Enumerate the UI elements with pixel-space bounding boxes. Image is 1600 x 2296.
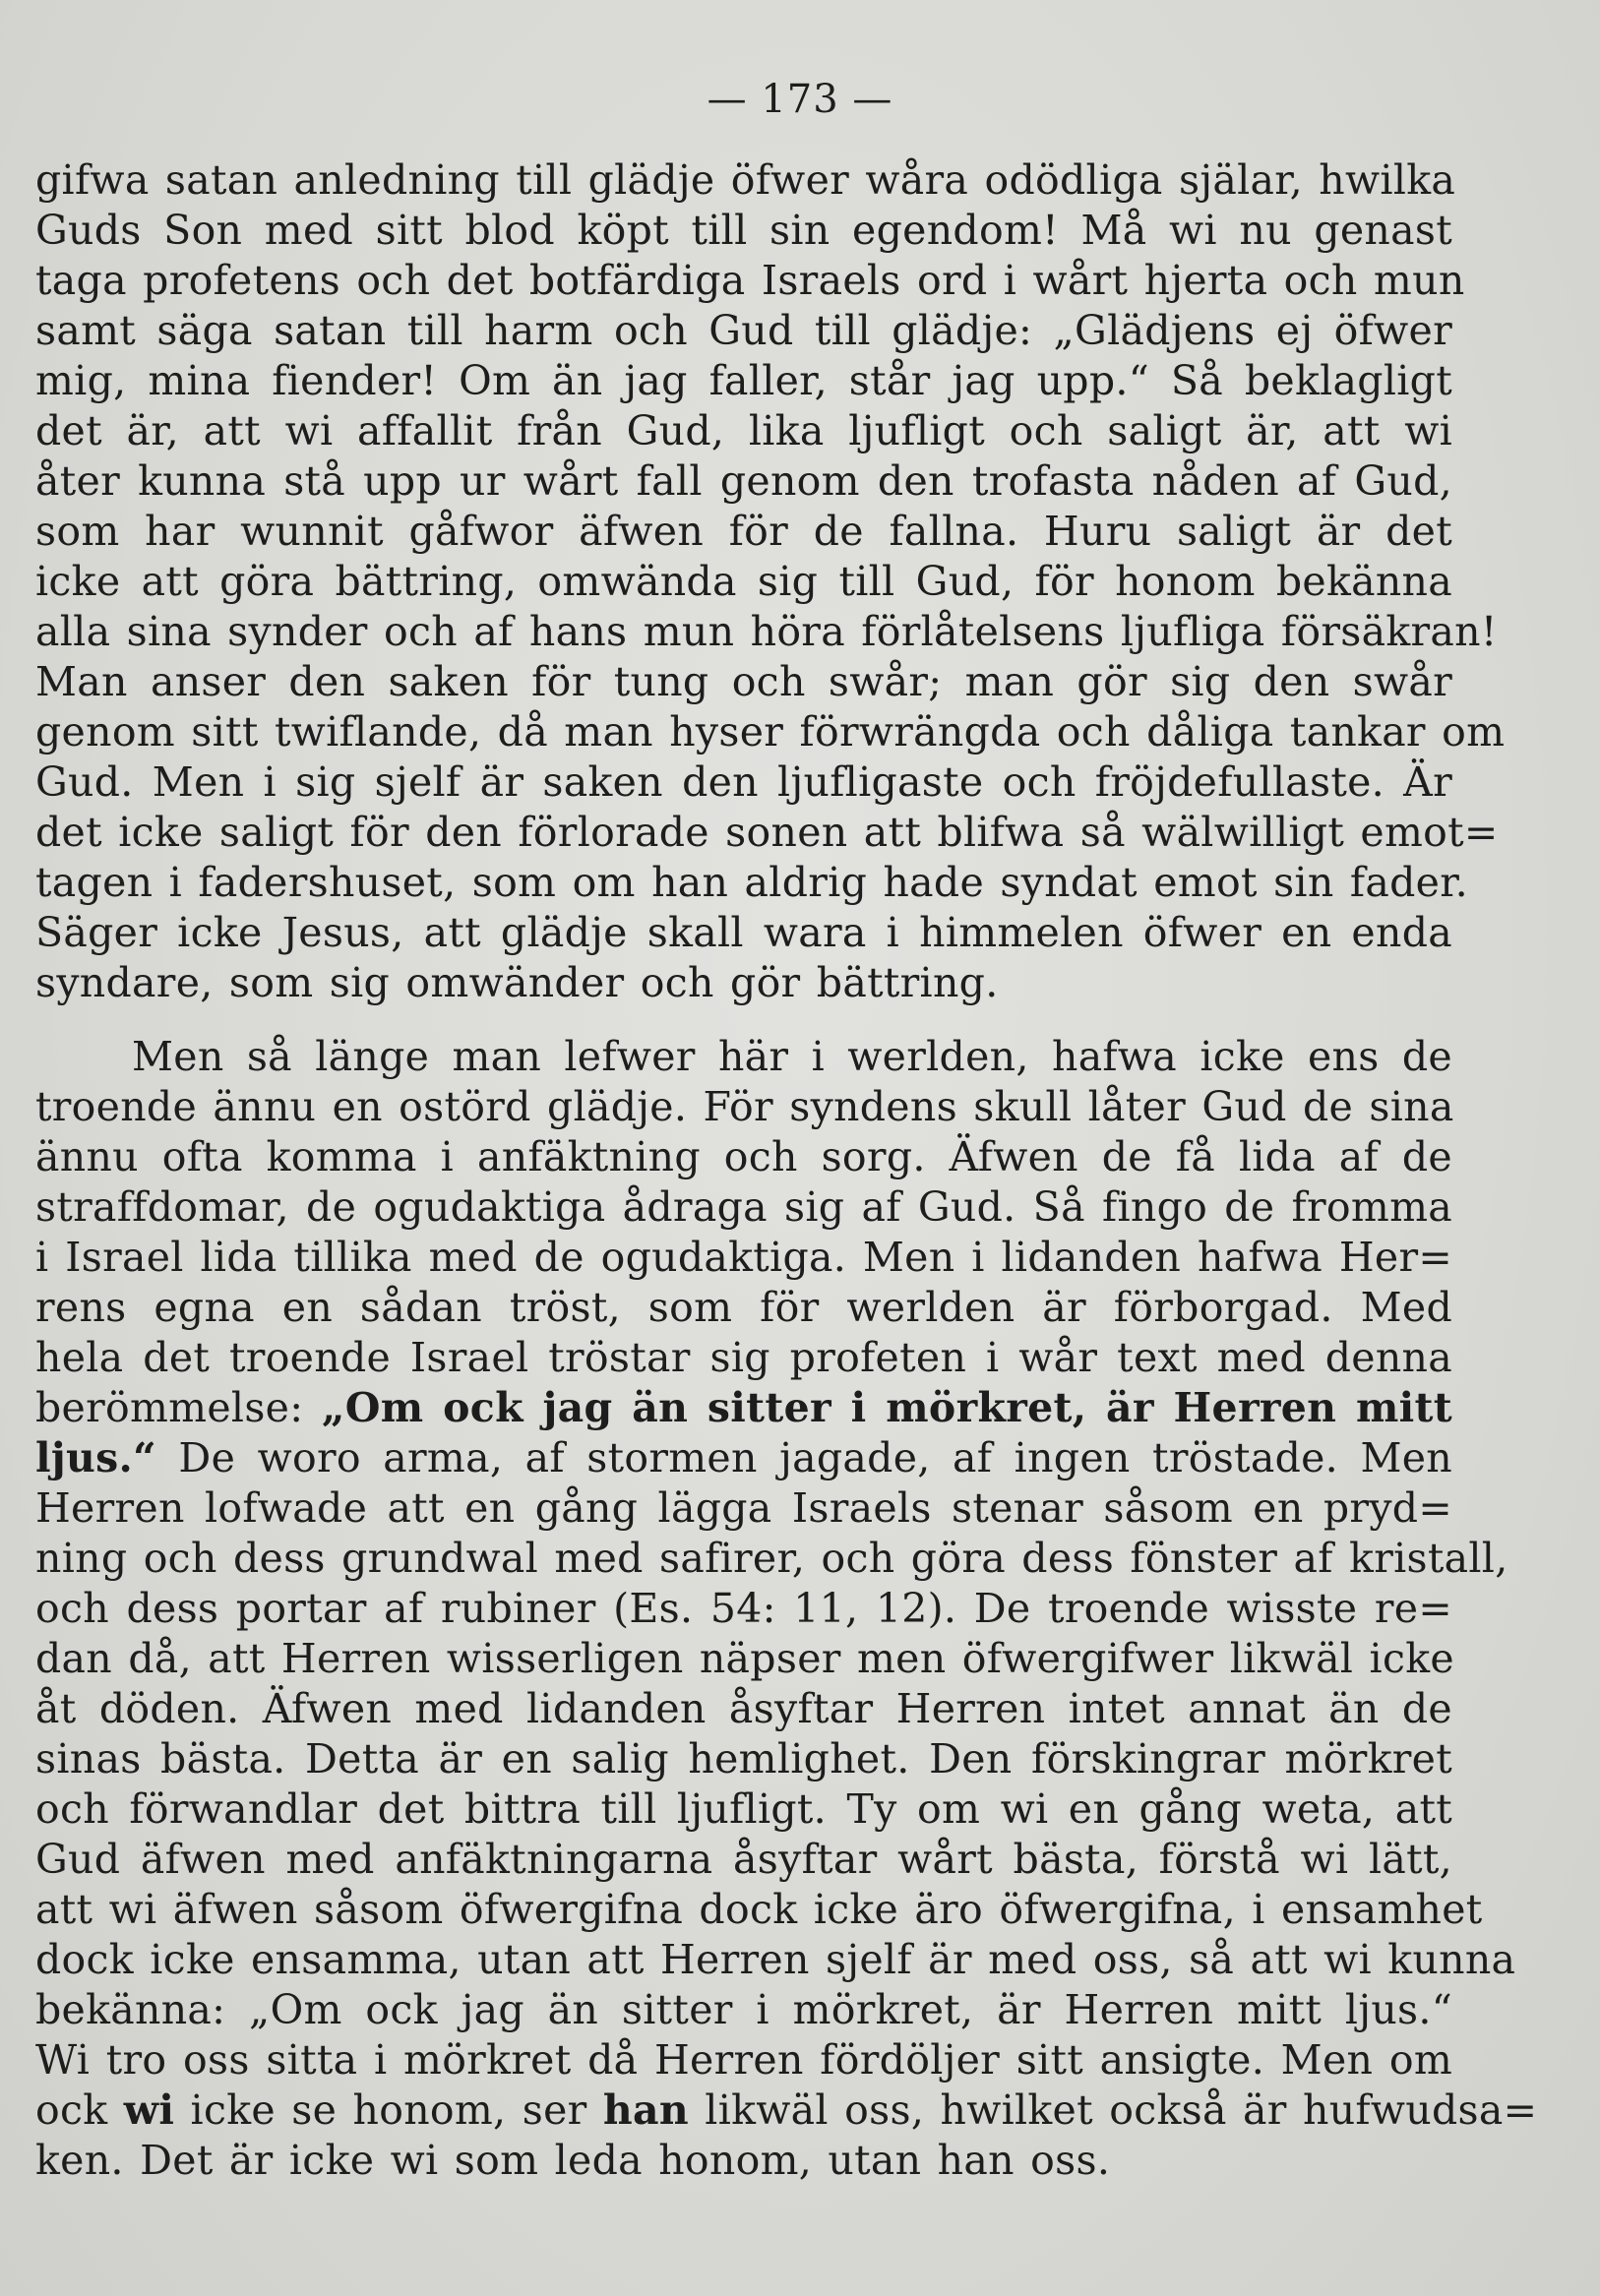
text-fragment: likwäl oss, hwilket också är hufwudsa= <box>688 2086 1538 2134</box>
bold-word-wi: wi <box>123 2086 175 2134</box>
emphasis-suffix: De woro arma, af stormen jagade, af ingen tröstade. Men <box>155 1434 1452 1481</box>
text-line: tagen i fadershuset, som om han aldrig hade syndat emot sin fader. <box>35 859 1468 906</box>
quoted-verse-bold-end: ljus.“ <box>35 1434 156 1481</box>
paragraph-2 <box>35 1032 1538 2186</box>
text-line: samt säga satan till harm och Gud till glädje: „Glädjens ej öfwer <box>35 307 1452 354</box>
text-line: Säger icke Jesus, att glädje skall wara i himmelen öfwer en enda <box>35 909 1452 956</box>
text-line: icke att göra bättring, omwända sig till Gud, för honom bekänna <box>35 558 1452 605</box>
text-line: åt döden. Äfwen med lidanden åsyftar Herren intet annat än de <box>35 1685 1452 1732</box>
emphasis-line-2 <box>35 1433 1452 1483</box>
text-line: straffdomar, de ogudaktiga ådraga sig af Gud. Så fingo de fromma <box>35 1183 1452 1231</box>
text-line: Wi tro oss sitta i mörkret då Herren fördöljer sitt ansigte. Men om <box>35 2036 1452 2084</box>
text-line: alla sina synder och af hans mun höra förlåtelsens ljufliga försäkran! <box>35 608 1498 655</box>
text-line: och dess portar af rubiner (Es. 54: 11, 12). De troende wisste re= <box>35 1585 1452 1632</box>
text-line: som har wunnit gåfwor äfwen för de fallna. Huru saligt är det <box>35 508 1452 555</box>
text-line: sinas bästa. Detta är en salig hemlighet. Den förskingrar mörkret <box>35 1735 1452 1782</box>
mixed-emphasis-line <box>35 2085 1538 2136</box>
bold-word-han: han <box>602 2086 689 2134</box>
text-line: mig, mina fiender! Om än jag faller, står jag upp.“ Så beklagligt <box>35 357 1452 404</box>
text-line: ken. Det är icke wi som leda honom, utan han oss. <box>35 2137 1111 2184</box>
text-line: Gud äfwen med anfäktningarna åsyftar wårt bästa, förstå wi lätt, <box>35 1836 1452 1883</box>
text-line: taga profetens och det botfärdiga Israels ord i wårt hjerta och mun <box>35 257 1465 304</box>
text-line: att wi äfwen såsom öfwergifna dock icke äro öfwergifna, i ensamhet <box>35 1886 1483 1933</box>
page-number: — 173 — <box>707 77 893 122</box>
text-line: gifwa satan anledning till glädje öfwer wåra odödliga själar, hwilka <box>35 156 1456 204</box>
text-line: det är, att wi affallit från Gud, lika ljufligt och saligt är, att wi <box>35 407 1452 454</box>
text-line: åter kunna stå upp ur wårt fall genom den trofasta nåden af Gud, <box>35 457 1452 505</box>
text-line: genom sitt twiflande, då man hyser förwrängda och dåliga tankar om <box>35 708 1506 755</box>
text-line: Guds Son med sitt blod köpt till sin egendom! Må wi nu genast <box>35 207 1452 254</box>
text-line: det icke saligt för den förlorade sonen att blifwa så wälwilligt emot= <box>35 809 1499 856</box>
paragraph-1 <box>35 155 1506 1008</box>
text-line: Gud. Men i sig sjelf är saken den ljufligaste och fröjdefullaste. Är <box>35 758 1452 806</box>
text-line: hela det troende Israel tröstar sig profeten i wår text med denna <box>35 1334 1452 1381</box>
emphasis-prefix: berömmelse: <box>35 1384 322 1431</box>
text-line: syndare, som sig omwänder och gör bättring. <box>35 959 999 1006</box>
text-line: ännu ofta komma i anfäktning och sorg. Äfwen de få lida af de <box>35 1133 1452 1180</box>
text-line: dock icke ensamma, utan att Herren sjelf är med oss, så att wi kunna <box>35 1936 1516 1983</box>
text-line: Men så länge man lefwer här i werlden, hafwa icke ens de <box>132 1033 1452 1080</box>
text-line: bekänna: „Om ock jag än sitter i mörkret, är Herren mitt ljus.“ <box>35 1986 1452 2033</box>
text-line: dan då, att Herren wisserligen näpser men öfwergifwer likwäl icke <box>35 1635 1454 1682</box>
quoted-verse-bold: „Om ock jag än sitter i mörkret, är Herren mitt <box>321 1384 1452 1431</box>
text-line: rens egna en sådan tröst, som för werlden är förborgad. Med <box>35 1284 1452 1331</box>
text-line: och förwandlar det bittra till ljufligt. Ty om wi en gång weta, att <box>35 1785 1452 1833</box>
text-line: troende ännu en ostörd glädje. För syndens skull låter Gud de sina <box>35 1083 1454 1130</box>
emphasis-line <box>35 1383 1452 1433</box>
text-line: ning och dess grundwal med safirer, och göra dess fönster af kristall, <box>35 1535 1508 1582</box>
text-fragment: ock <box>35 2086 124 2134</box>
text-line: Herren lofwade att en gång lägga Israels stenar såsom en pryd= <box>35 1484 1452 1532</box>
text-line: Man anser den saken för tung och swår; man gör sig den swår <box>35 658 1452 705</box>
text-line: i Israel lida tillika med de ogudaktiga. Men i lidanden hafwa Her= <box>35 1234 1452 1281</box>
text-fragment: icke se honom, ser <box>174 2086 603 2134</box>
